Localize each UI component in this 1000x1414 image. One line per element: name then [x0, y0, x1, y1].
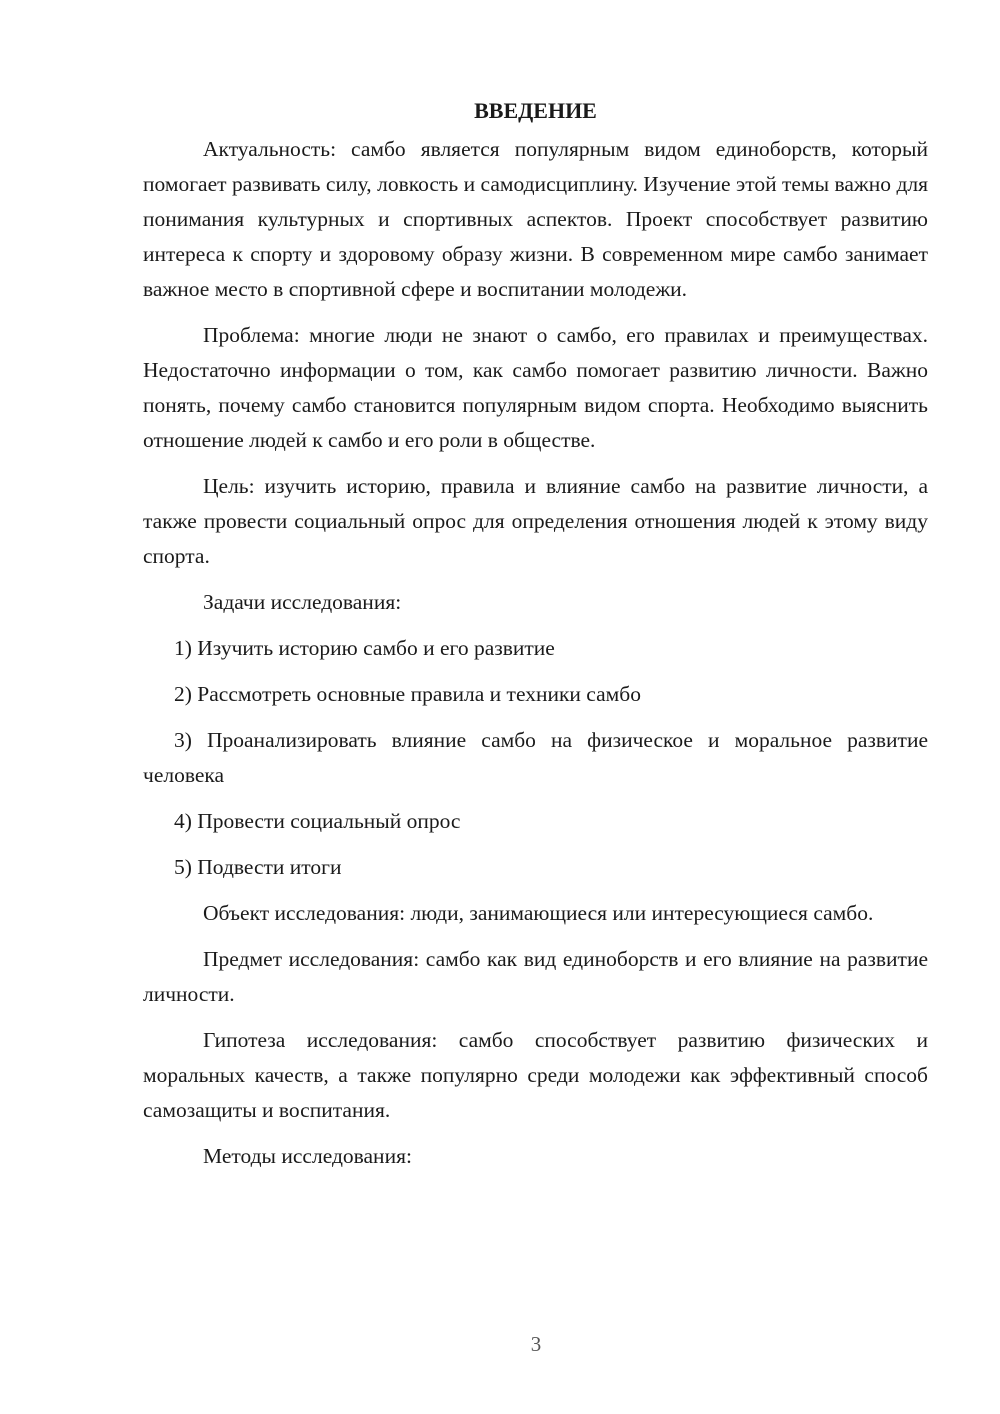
task-item: 5) Подвести итоги — [174, 855, 342, 879]
tasks-title: Задачи исследования: — [203, 590, 402, 614]
page-title: ВВЕДЕНИЕ — [474, 98, 597, 123]
task-item: 2) Рассмотреть основные правила и техники самбо — [174, 682, 641, 706]
methods-title: Методы исследования: — [203, 1144, 412, 1168]
task-item: 4) Провести социальный опрос — [174, 809, 461, 833]
page-content — [143, 94, 928, 1185]
relevance-paragraph: Актуальность: самбо является популярным видом единоборств, который помогает развивать силу, ловкость и самодисциплину. Изучение этой темы важно для понимания культурных и спортивных аспектов. Проект способствует развитию интереса к спорту и здоровому образу жизни. В современном мире самбо занимает важное место в спортивной сфере и воспитании молодежи. — [143, 137, 928, 301]
goal-paragraph: Цель: изучить историю, правила и влияние самбо на развитие личности, а также провести социальный опрос для определения отношения людей к этому виду спорта. — [143, 474, 928, 568]
task-item: 1) Изучить историю самбо и его развитие — [174, 636, 555, 660]
hypothesis-paragraph: Гипотеза исследования: самбо способствует развитию физических и моральных качеств, а также популярно среди молодежи как эффективный способ самозащиты и воспитания. — [143, 1028, 928, 1122]
subject-paragraph: Предмет исследования: самбо как вид единоборств и его влияние на развитие личности. — [143, 947, 928, 1006]
task-item: 3) Проанализировать влияние самбо на физическое и моральное развитие человека — [143, 728, 928, 787]
page-number: 3 — [530, 1332, 542, 1356]
object-paragraph: Объект исследования: люди, занимающиеся или интересующиеся самбо. — [203, 901, 874, 925]
problem-paragraph: Проблема: многие люди не знают о самбо, его правилах и преимуществах. Недостаточно информации о том, как самбо помогает развитию личности. Важно понять, почему самбо становится популярным видом спорта. Необходимо выяснить отношение людей к самбо и его роли в обществе. — [143, 323, 928, 452]
